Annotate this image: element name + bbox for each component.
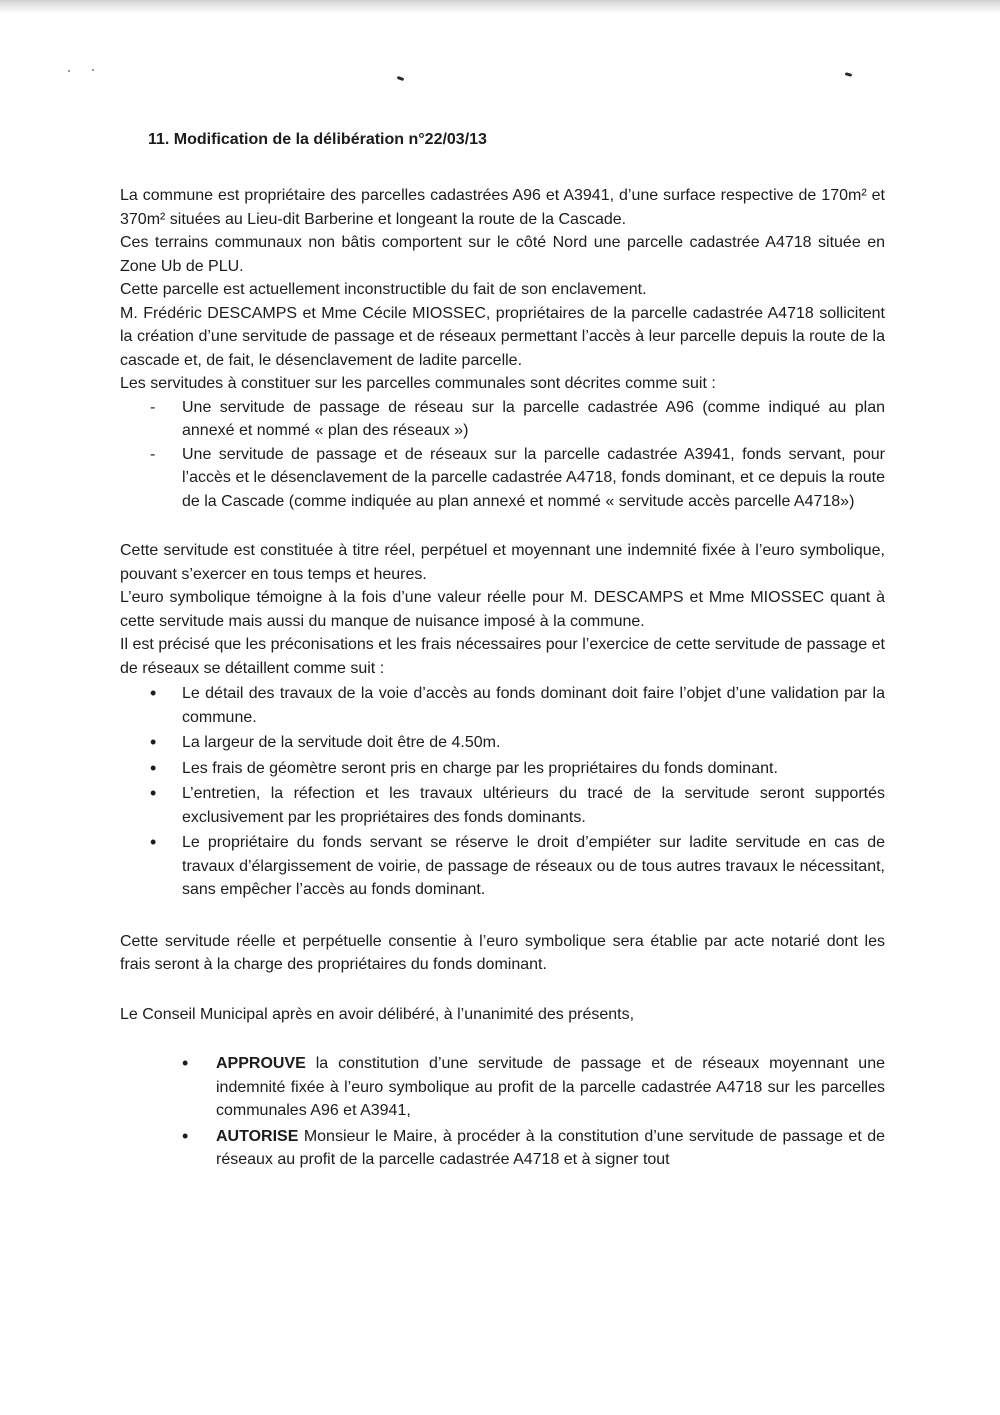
- scan-speck: [845, 72, 853, 77]
- notary-note: Cette servitude réelle et perpétuelle consentie à l’euro symbolique sera établie par acte notarié dont les frais seront à la charge des propriétaires du fonds dominant.: [120, 932, 885, 973]
- terms-paragraph: Il est précisé que les préconisations et les frais nécessaires pour l’exercice de cette servitude de passage et de réseaux se détaillent comme suit :: [120, 636, 885, 677]
- scan-speck: [92, 69, 94, 71]
- list-item: • Les frais de géomètre seront pris en charge par les propriétaires du fonds dominant.: [120, 757, 885, 781]
- decision-verb: APPROUVE: [216, 1055, 306, 1072]
- intro-paragraph: Cette parcelle est actuellement inconstructible du fait de son enclavement.: [120, 281, 647, 298]
- list-item: • L’entretien, la réfection et les travaux ultérieurs du tracé de la servitude seront supportés exclusivement par les propriétaires des fonds dominants.: [120, 782, 885, 829]
- list-item: • Le propriétaire du fonds servant se réserve le droit d’empiéter sur ladite servitude en cas de travaux d’élargissement de voirie, de passage de réseaux ou de tous autres travaux le nécessitant, sans empêcher l’accès au fonds dominant.: [120, 831, 885, 902]
- section-title: 11. Modification de la délibération n°22/03/13: [148, 131, 487, 148]
- intro-paragraph: Ces terrains communaux non bâtis comportent sur le côté Nord une parcelle cadastrée A4718 située en Zone Ub de PLU.: [120, 234, 885, 275]
- list-item: • La largeur de la servitude doit être de 4.50m.: [120, 731, 885, 755]
- decision-item: [120, 1052, 885, 1123]
- decision-item: [120, 1125, 885, 1172]
- decision-text: Monsieur le Maire, à procéder à la constitution d’une servitude de passage et de réseaux au profit de la parcelle cadastrée A4718 et à signer tout: [216, 1127, 885, 1168]
- decisions-list: [120, 1052, 885, 1172]
- list-item: - Une servitude de passage et de réseaux sur la parcelle cadastrée A3941, fonds servant, pour l’accès et le désenclavement de la parcelle cadastrée A4718, fonds dominant, et ce depuis la route de la Cascade (comme indiquée au plan annexé et nommé « servitude accès parcelle A4718»): [120, 443, 885, 514]
- scan-speck: [397, 76, 405, 81]
- conditions-list: [120, 682, 885, 902]
- council-intro: Le Conseil Municipal après en avoir délibéré, à l’unanimité des présents,: [120, 1005, 635, 1023]
- terms-section: [120, 539, 885, 680]
- document-page: [120, 128, 885, 1174]
- list-item: • Le détail des travaux de la voie d’accès au fonds dominant doit faire l’objet d’une validation par la commune.: [120, 682, 885, 729]
- scan-speck: [68, 70, 70, 72]
- intro-paragraph: La commune est propriétaire des parcelles cadastrées A96 et A3941, d’une surface respective de 170m² et 370m² situées au Lieu-dit Barberine et longeant la route de la Cascade.: [120, 187, 885, 228]
- scan-edge: [0, 0, 1000, 14]
- decision-verb: AUTORISE: [216, 1127, 299, 1145]
- decision-text: la constitution d’une servitude de passage et de réseaux moyennant une indemnité fixée à l’euro symbolique au profit de la parcelle cadastrée A4718 sur les parcelles communales A96 et A3941,: [216, 1055, 885, 1119]
- intro-paragraph: Les servitudes à constituer sur les parcelles communales sont décrites comme suit :: [120, 375, 716, 392]
- list-item: - Une servitude de passage de réseau sur la parcelle cadastrée A96 (comme indiqué au plan annexé et nommé « plan des réseaux »): [120, 396, 885, 443]
- terms-paragraph: Cette servitude est constituée à titre réel, perpétuel et moyennant une indemnité fixée à l’euro symbolique, pouvant s’exercer en tous temps et heures.: [120, 542, 885, 583]
- intro-section: [120, 184, 885, 396]
- intro-paragraph: M. Frédéric DESCAMPS et Mme Cécile MIOSSEC, propriétaires de la parcelle cadastrée A4718 sollicitent la création d’une servitude de passage et de réseaux permettant l’accès à leur parcelle depuis la route de la cascade et, de fait, le désenclavement de ladite parcelle.: [120, 304, 885, 369]
- terms-paragraph: L’euro symbolique témoigne à la fois d’une valeur réelle pour M. DESCAMPS et Mme MIOSSEC quant à cette servitude mais aussi du manque de nuisance imposé à la commune.: [120, 589, 885, 630]
- servitudes-list: [120, 396, 885, 514]
